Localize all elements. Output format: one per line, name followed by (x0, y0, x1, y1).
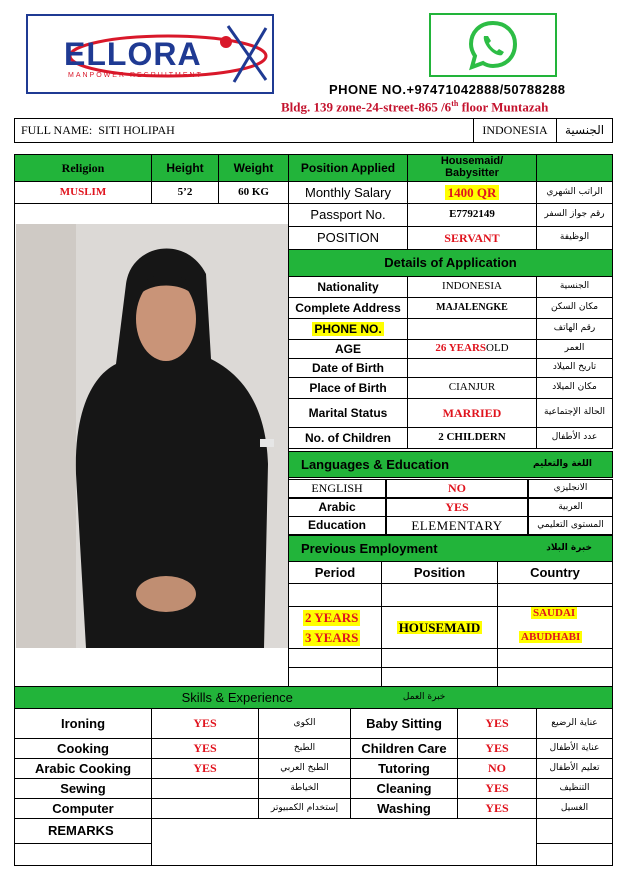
skill-label-left: Cooking (14, 738, 152, 759)
application-heading: Details of Application (288, 249, 613, 277)
app-row-label-phone: PHONE NO. (314, 321, 382, 336)
header-phone: PHONE NO.+97471042888/50788288 (329, 82, 566, 97)
lang-ar-education: المستوى التعليمي (528, 516, 613, 535)
header-housemaid: Housemaid/ Babysitter (407, 154, 537, 182)
remarks-field[interactable] (151, 818, 537, 866)
skill-label-left: Arabic Cooking (14, 758, 152, 779)
skill-ar-right: التنظيف (536, 778, 613, 799)
emp-row-blank-3 (497, 583, 613, 607)
app-row-value-address: MAJALENGKE (407, 297, 537, 319)
app-row-value-pob: CIANJUR (407, 377, 537, 399)
app-row-value-marital: MARRIED (407, 398, 537, 428)
emp-country-2: ABUDHABI (521, 631, 581, 643)
skill-ar-right: عناية الأطفال (536, 738, 613, 759)
app-row-value-children: 2 CHILDERN (407, 427, 537, 449)
employment-heading (288, 535, 613, 562)
address-text-end: floor Muntazah (458, 99, 549, 115)
emp-row-blank-4 (288, 648, 382, 668)
app-row-ar-pob: مكان الميلاد (536, 377, 613, 399)
skill-ar-right: الغسيل (536, 798, 613, 819)
remarks-label: REMARKS (14, 818, 152, 844)
emp-position-cell (381, 606, 498, 649)
salary-label: Monthly Salary (288, 181, 408, 204)
full-name-cell (14, 118, 474, 143)
app-row-value-dob (407, 358, 537, 378)
company-logo (26, 14, 274, 94)
skill-label-right: Children Care (350, 738, 458, 759)
skill-ar-right: تعليم الأطفال (536, 758, 613, 779)
skills-heading (14, 686, 613, 709)
skill-value-right: YES (457, 778, 537, 799)
employment-heading-ar: خبرة البلاد (546, 542, 592, 553)
header-weight: Weight (218, 154, 289, 182)
position-value: SERVANT (407, 226, 537, 250)
languages-heading-ar: اللغة والتعليم (532, 458, 592, 469)
lang-label-arabic: Arabic (288, 498, 386, 517)
height-value: 5’2 (151, 181, 219, 204)
lang-value-education: ELEMENTARY (386, 516, 528, 535)
lang-ar-arabic: العربية (528, 498, 613, 517)
languages-heading-text: Languages & Education (301, 456, 450, 472)
lang-value-english: NO (386, 479, 528, 498)
skill-value-left: YES (151, 738, 259, 759)
app-row-value-nationality: INDONESIA (407, 276, 537, 298)
skill-ar-left: الطبخ العربي (258, 758, 351, 779)
address-sup: th (451, 99, 459, 108)
app-row-label-pob: Place of Birth (288, 377, 408, 399)
remarks-side-3 (536, 843, 613, 866)
skill-value-left: YES (151, 708, 259, 739)
header-religion: Religion (14, 154, 152, 182)
position-label: POSITION (288, 226, 408, 250)
passport-ar: رقم جواز السفر (536, 203, 613, 227)
skill-ar-right: عناية الرضيع (536, 708, 613, 739)
header-blank (536, 154, 613, 182)
app-row-label-address: Complete Address (288, 297, 408, 319)
emp-row-blank-1 (288, 583, 382, 607)
app-row-value-age-cell (407, 339, 537, 359)
skill-ar-left: إستخدام الكمبيوتر (258, 798, 351, 819)
emp-row-blank-7 (288, 667, 382, 687)
employment-heading-text: Previous Employment (301, 540, 438, 556)
address-text: Bldg. 139 zone-24-street-865 /6 (281, 99, 452, 115)
remarks-side-1 (536, 818, 613, 844)
app-row-ar-address: مكان السكن (536, 297, 613, 319)
app-row-label-phone-cell (288, 318, 408, 340)
weight-value: 60 KG (218, 181, 289, 204)
skills-heading-text: Skills & Experience (181, 689, 293, 705)
emp-row-blank-2 (381, 583, 498, 607)
skill-ar-left: الكوى (258, 708, 351, 739)
emp-period-1: 2 YEARS (305, 610, 359, 625)
passport-label: Passport No. (288, 203, 408, 227)
emp-row-blank-5 (381, 648, 498, 668)
skill-ar-left: الخياطة (258, 778, 351, 799)
emp-col-country: Country (497, 561, 613, 584)
person-photo-icon (16, 224, 288, 648)
skill-value-left: YES (151, 758, 259, 779)
skill-label-right: Tutoring (350, 758, 458, 779)
app-row-label-nationality: Nationality (288, 276, 408, 298)
lang-ar-english: الانجليزي (528, 479, 613, 498)
skill-label-left: Sewing (14, 778, 152, 799)
app-row-ar-children: عدد الأطفال (536, 427, 613, 449)
nationality-cell: INDONESIA (473, 118, 557, 143)
skill-label-right: Baby Sitting (350, 708, 458, 739)
whatsapp-icon (465, 19, 521, 71)
skill-label-right: Cleaning (350, 778, 458, 799)
app-row-value-phone (407, 318, 537, 340)
full-name-label: FULL NAME: (21, 123, 93, 138)
header-address (281, 99, 548, 115)
emp-position-value: HOUSEMAID (398, 619, 481, 635)
skills-heading-ar: خبرة العمل (402, 691, 446, 702)
app-row-label-age: AGE (288, 339, 408, 359)
skill-value-left (151, 798, 259, 819)
emp-col-period: Period (288, 561, 382, 584)
app-row-label-children: No. of Children (288, 427, 408, 449)
app-row-ar-age: العمر (536, 339, 613, 359)
emp-row-blank-6 (497, 648, 613, 668)
app-row-ar-phone: رقم الهاتف (536, 318, 613, 340)
position-ar: الوظيفة (536, 226, 613, 250)
skill-value-right: YES (457, 798, 537, 819)
nationality-ar: الجنسية (556, 118, 613, 143)
app-row-label-marital: Marital Status (288, 398, 408, 428)
salary-ar: الراتب الشهري (536, 181, 613, 204)
emp-row-blank-8 (381, 667, 498, 687)
salary-value-cell (407, 181, 537, 204)
salary-value: 1400 QR (445, 185, 500, 201)
lang-label-education: Education (288, 516, 386, 535)
skill-value-right: NO (457, 758, 537, 779)
app-row-label-dob: Date of Birth (288, 358, 408, 378)
header-position-applied: Position Applied (288, 154, 408, 182)
lang-label-english: ENGLISH (288, 479, 386, 498)
app-row-ar-marital: الحالة الإجتماعية (536, 398, 613, 428)
app-row-value-age: 26 YEARS (435, 342, 487, 355)
remarks-side-2 (14, 843, 152, 866)
whatsapp-badge[interactable] (429, 13, 557, 77)
app-row-value-age-suffix: OLD (486, 342, 509, 355)
skill-value-right: YES (457, 738, 537, 759)
logo-text: ELLORA (64, 36, 202, 72)
emp-col-position: Position (381, 561, 498, 584)
lang-value-arabic: YES (386, 498, 528, 517)
app-row-ar-dob: تاريخ الميلاد (536, 358, 613, 378)
skill-label-left: Computer (14, 798, 152, 819)
skill-value-left (151, 778, 259, 799)
skill-ar-left: الطبخ (258, 738, 351, 759)
emp-period-2: 3 YEARS (305, 630, 359, 645)
header-height: Height (151, 154, 219, 182)
logo-subtitle: MANPOWER RECRUITMENT (68, 72, 203, 79)
candidate-photo (16, 224, 288, 648)
languages-heading (288, 451, 613, 478)
religion-value: MUSLIM (14, 181, 152, 204)
skill-label-right: Washing (350, 798, 458, 819)
app-row-ar-nationality: الجنسية (536, 276, 613, 298)
passport-value: E7792149 (407, 203, 537, 227)
emp-country-1: SAUDAI (533, 607, 576, 619)
skill-label-left: Ironing (14, 708, 152, 739)
full-name-value: SITI HOLIPAH (98, 123, 175, 138)
emp-row-blank-9 (497, 667, 613, 687)
skill-value-right: YES (457, 708, 537, 739)
